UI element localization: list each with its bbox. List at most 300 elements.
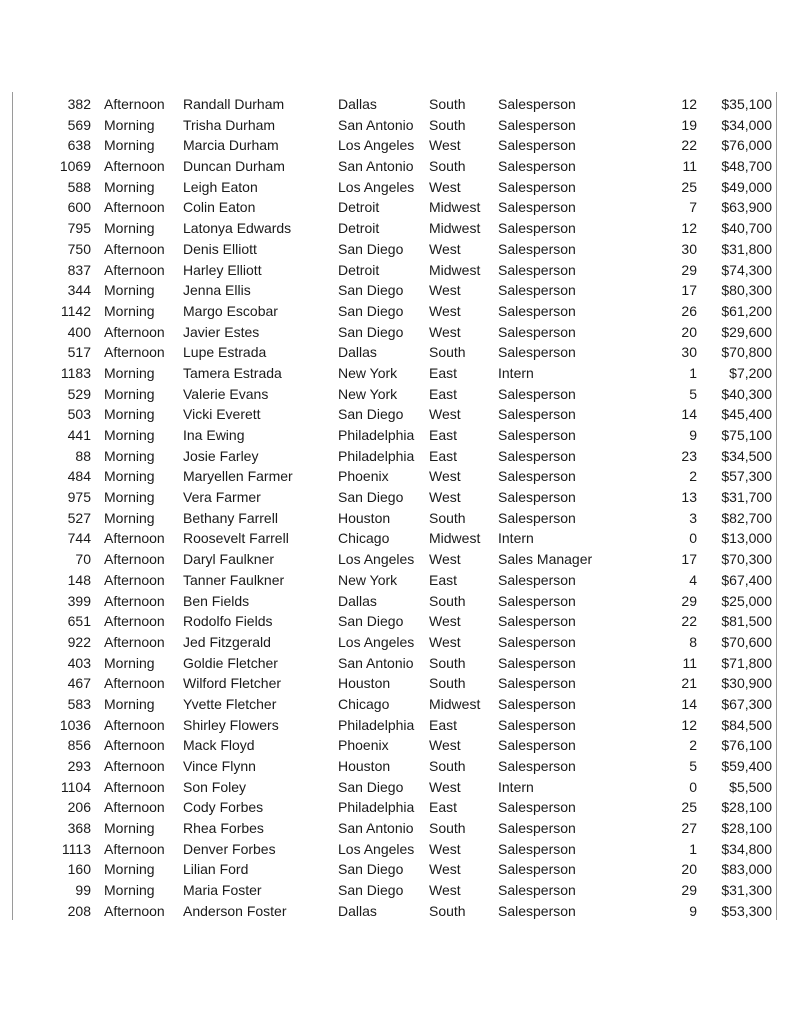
- table-row: [0, 115, 791, 136]
- salary-cell: $76,100: [721, 737, 772, 754]
- years-cell: 1: [689, 364, 697, 381]
- employee-id-cell: 517: [67, 344, 91, 361]
- years-cell: 22: [681, 613, 697, 630]
- shift-cell: Afternoon: [104, 592, 165, 609]
- role-cell: Salesperson: [498, 447, 576, 464]
- role-cell: Salesperson: [498, 137, 576, 154]
- city-cell: San Antonio: [338, 116, 414, 133]
- shift-cell: Morning: [104, 489, 155, 506]
- name-cell: Duncan Durham: [183, 158, 285, 175]
- role-cell: Salesperson: [498, 571, 576, 588]
- name-cell: Anderson Foster: [183, 902, 287, 919]
- shift-cell: Afternoon: [104, 758, 165, 774]
- years-cell: 3: [689, 509, 697, 526]
- role-cell: Salesperson: [498, 158, 576, 175]
- name-cell: Bethany Farrell: [183, 509, 278, 526]
- employee-id-cell: 503: [67, 406, 91, 423]
- employee-id-cell: 922: [67, 633, 91, 650]
- city-cell: Phoenix: [338, 737, 389, 754]
- shift-cell: Morning: [104, 695, 155, 712]
- shift-cell: Afternoon: [104, 240, 165, 257]
- city-cell: New York: [338, 364, 398, 381]
- employee-id-cell: 856: [67, 737, 91, 754]
- salary-cell: $84,500: [721, 716, 772, 733]
- region-cell: West: [429, 737, 461, 754]
- table-row: [0, 135, 791, 156]
- shift-cell: Morning: [104, 137, 155, 154]
- city-cell: Detroit: [338, 220, 380, 237]
- salary-cell: $67,400: [721, 571, 772, 588]
- city-cell: San Diego: [338, 302, 404, 319]
- role-cell: Salesperson: [498, 633, 576, 650]
- table-row: [0, 694, 791, 715]
- table-row: [0, 446, 791, 467]
- name-cell: Marcia Durham: [183, 137, 279, 154]
- shift-cell: Afternoon: [104, 716, 165, 733]
- name-cell: Lupe Estrada: [183, 344, 267, 361]
- shift-cell: Afternoon: [104, 96, 165, 112]
- table-row: [0, 425, 791, 446]
- table-row: [0, 549, 791, 570]
- employee-id-cell: 484: [67, 468, 91, 485]
- role-cell: Intern: [498, 778, 534, 795]
- employee-id-cell: 569: [67, 116, 91, 133]
- years-cell: 2: [689, 468, 697, 485]
- salary-cell: $75,100: [721, 427, 772, 443]
- role-cell: Salesperson: [498, 302, 576, 319]
- employee-id-cell: 527: [67, 509, 91, 526]
- salary-cell: $57,300: [721, 468, 772, 485]
- name-cell: Lilian Ford: [183, 861, 249, 878]
- shift-cell: Afternoon: [104, 675, 165, 692]
- years-cell: 12: [681, 96, 697, 112]
- table-row: [0, 487, 791, 508]
- name-cell: Trisha Durham: [183, 116, 276, 133]
- salary-cell: $34,500: [721, 447, 772, 464]
- table-row: [0, 301, 791, 322]
- employee-id-cell: 293: [67, 758, 91, 774]
- employee-id-cell: 583: [67, 695, 91, 712]
- role-cell: Salesperson: [498, 737, 576, 754]
- role-cell: Salesperson: [498, 799, 576, 816]
- name-cell: Goldie Fletcher: [183, 654, 278, 671]
- region-cell: East: [429, 716, 458, 733]
- region-cell: Midwest: [429, 199, 481, 216]
- table-row: [0, 156, 791, 177]
- table-row: [0, 342, 791, 363]
- years-cell: 29: [681, 882, 697, 899]
- name-cell: Ina Ewing: [183, 427, 245, 443]
- shift-cell: Morning: [104, 447, 155, 464]
- name-cell: Cody Forbes: [183, 799, 264, 816]
- salary-cell: $25,000: [721, 592, 772, 609]
- city-cell: Philadelphia: [338, 427, 415, 443]
- employee-id-cell: 368: [67, 820, 91, 837]
- role-cell: Salesperson: [498, 882, 576, 899]
- salary-cell: $48,700: [721, 158, 772, 175]
- role-cell: Salesperson: [498, 96, 576, 112]
- years-cell: 9: [689, 902, 697, 919]
- salary-cell: $28,100: [721, 799, 772, 816]
- region-cell: Midwest: [429, 261, 481, 278]
- employee-id-cell: 744: [67, 530, 91, 547]
- name-cell: Son Foley: [183, 778, 247, 795]
- role-cell: Salesperson: [498, 116, 576, 133]
- role-cell: Intern: [498, 530, 534, 547]
- city-cell: San Diego: [338, 882, 404, 899]
- role-cell: Salesperson: [498, 468, 576, 485]
- region-cell: West: [429, 840, 461, 857]
- salary-cell: $82,700: [721, 509, 772, 526]
- city-cell: Los Angeles: [338, 840, 415, 857]
- table-row: [0, 218, 791, 239]
- shift-cell: Afternoon: [104, 737, 165, 754]
- employee-id-cell: 382: [67, 96, 91, 112]
- employee-id-cell: 975: [67, 489, 91, 506]
- shift-cell: Afternoon: [104, 199, 165, 216]
- region-cell: South: [429, 592, 466, 609]
- region-cell: Midwest: [429, 695, 481, 712]
- role-cell: Salesperson: [498, 840, 576, 857]
- salary-cell: $45,400: [721, 406, 772, 423]
- shift-cell: Morning: [104, 820, 155, 837]
- role-cell: Salesperson: [498, 675, 576, 692]
- region-cell: West: [429, 778, 461, 795]
- table-row: [0, 756, 791, 777]
- region-cell: South: [429, 158, 466, 175]
- employee-id-cell: 344: [67, 282, 91, 299]
- name-cell: Latonya Edwards: [183, 220, 292, 237]
- shift-cell: Morning: [104, 509, 155, 526]
- city-cell: San Diego: [338, 778, 404, 795]
- employee-id-cell: 160: [67, 861, 91, 878]
- name-cell: Denis Elliott: [183, 240, 257, 257]
- region-cell: East: [429, 427, 458, 443]
- table-row: [0, 611, 791, 632]
- employee-id-cell: 750: [67, 240, 91, 257]
- employee-id-cell: 529: [67, 385, 91, 402]
- salary-cell: $80,300: [721, 282, 772, 299]
- employee-id-cell: 1036: [59, 716, 91, 733]
- years-cell: 17: [681, 551, 697, 568]
- years-cell: 26: [681, 302, 697, 319]
- name-cell: Vera Farmer: [183, 489, 261, 506]
- role-cell: Intern: [498, 364, 534, 381]
- region-cell: West: [429, 489, 461, 506]
- years-cell: 1: [689, 840, 697, 857]
- shift-cell: Morning: [104, 406, 155, 423]
- salary-cell: $30,900: [721, 675, 772, 692]
- region-cell: South: [429, 344, 466, 361]
- years-cell: 19: [681, 116, 697, 133]
- name-cell: Maryellen Farmer: [183, 468, 293, 485]
- city-cell: Detroit: [338, 199, 380, 216]
- years-cell: 2: [689, 737, 697, 754]
- employee-id-cell: 208: [67, 902, 91, 919]
- region-cell: East: [429, 385, 458, 402]
- region-cell: Midwest: [429, 220, 481, 237]
- region-cell: Midwest: [429, 530, 481, 547]
- region-cell: East: [429, 571, 458, 588]
- region-cell: West: [429, 406, 461, 423]
- role-cell: Salesperson: [498, 385, 576, 402]
- role-cell: Salesperson: [498, 758, 576, 774]
- role-cell: Salesperson: [498, 261, 576, 278]
- city-cell: San Diego: [338, 282, 404, 299]
- name-cell: Ben Fields: [183, 592, 250, 609]
- employee-id-cell: 588: [67, 178, 91, 195]
- years-cell: 14: [681, 695, 697, 712]
- name-cell: Vicki Everett: [183, 406, 261, 423]
- years-cell: 5: [689, 758, 697, 774]
- table-row: [0, 239, 791, 260]
- name-cell: Tamera Estrada: [183, 364, 282, 381]
- table-row: [0, 177, 791, 198]
- table-row: [0, 653, 791, 674]
- name-cell: Colin Eaton: [183, 199, 256, 216]
- city-cell: San Antonio: [338, 820, 414, 837]
- name-cell: Javier Estes: [183, 323, 260, 340]
- shift-cell: Afternoon: [104, 530, 165, 547]
- city-cell: Philadelphia: [338, 716, 415, 733]
- name-cell: Daryl Faulkner: [183, 551, 275, 568]
- years-cell: 12: [681, 220, 697, 237]
- years-cell: 20: [681, 861, 697, 878]
- city-cell: Houston: [338, 758, 391, 774]
- years-cell: 5: [689, 385, 697, 402]
- name-cell: Leigh Eaton: [183, 178, 258, 195]
- name-cell: Rodolfo Fields: [183, 613, 273, 630]
- name-cell: Tanner Faulkner: [183, 571, 285, 588]
- name-cell: Roosevelt Farrell: [183, 530, 289, 547]
- shift-cell: Afternoon: [104, 613, 165, 630]
- table-row: [0, 839, 791, 860]
- name-cell: Margo Escobar: [183, 302, 278, 319]
- shift-cell: Afternoon: [104, 323, 165, 340]
- shift-cell: Morning: [104, 468, 155, 485]
- employee-id-cell: 467: [67, 675, 91, 692]
- table-row: [0, 94, 791, 115]
- city-cell: New York: [338, 571, 398, 588]
- salary-cell: $71,800: [721, 654, 772, 671]
- shift-cell: Morning: [104, 882, 155, 899]
- table-row: [0, 404, 791, 425]
- salary-cell: $76,000: [721, 137, 772, 154]
- city-cell: Houston: [338, 675, 391, 692]
- salary-cell: $40,700: [721, 220, 772, 237]
- employee-id-cell: 795: [67, 220, 91, 237]
- years-cell: 0: [689, 778, 697, 795]
- shift-cell: Afternoon: [104, 344, 165, 361]
- name-cell: Randall Durham: [183, 96, 285, 112]
- shift-cell: Afternoon: [104, 778, 165, 795]
- years-cell: 21: [681, 675, 697, 692]
- employee-id-cell: 638: [67, 137, 91, 154]
- salary-cell: $81,500: [721, 613, 772, 630]
- years-cell: 29: [681, 261, 697, 278]
- name-cell: Harley Elliott: [183, 261, 262, 278]
- years-cell: 23: [681, 447, 697, 464]
- shift-cell: Morning: [104, 220, 155, 237]
- role-cell: Salesperson: [498, 592, 576, 609]
- shift-cell: Afternoon: [104, 571, 165, 588]
- table-row: [0, 818, 791, 839]
- city-cell: Detroit: [338, 261, 380, 278]
- role-cell: Salesperson: [498, 861, 576, 878]
- years-cell: 4: [689, 571, 697, 588]
- name-cell: Shirley Flowers: [183, 716, 279, 733]
- role-cell: Salesperson: [498, 654, 576, 671]
- name-cell: Wilford Fletcher: [183, 675, 282, 692]
- region-cell: South: [429, 820, 466, 837]
- salary-cell: $13,000: [721, 530, 772, 547]
- employee-id-cell: 403: [67, 654, 91, 671]
- table-row: [0, 384, 791, 405]
- city-cell: Chicago: [338, 695, 390, 712]
- city-cell: Phoenix: [338, 468, 389, 485]
- shift-cell: Morning: [104, 654, 155, 671]
- years-cell: 11: [682, 158, 697, 175]
- role-cell: Salesperson: [498, 902, 576, 919]
- shift-cell: Afternoon: [104, 799, 165, 816]
- salary-cell: $83,000: [721, 861, 772, 878]
- city-cell: Dallas: [338, 344, 377, 361]
- table-row: [0, 570, 791, 591]
- employee-id-cell: 1104: [60, 778, 91, 795]
- table-row: [0, 508, 791, 529]
- role-cell: Salesperson: [498, 427, 576, 443]
- salary-cell: $29,600: [721, 323, 772, 340]
- salary-cell: $31,700: [721, 489, 772, 506]
- city-cell: Los Angeles: [338, 178, 415, 195]
- shift-cell: Afternoon: [104, 902, 165, 919]
- table-row: [0, 797, 791, 818]
- employee-id-cell: 1183: [60, 364, 91, 381]
- years-cell: 0: [689, 530, 697, 547]
- table-row: [0, 632, 791, 653]
- salary-cell: $70,800: [721, 344, 772, 361]
- name-cell: Jenna Ellis: [183, 282, 251, 299]
- years-cell: 25: [681, 178, 697, 195]
- years-cell: 30: [681, 344, 697, 361]
- salary-cell: $49,000: [721, 178, 772, 195]
- employee-id-cell: 441: [67, 427, 91, 443]
- city-cell: Chicago: [338, 530, 390, 547]
- table-row: [0, 735, 791, 756]
- name-cell: Maria Foster: [183, 882, 262, 899]
- city-cell: Los Angeles: [338, 137, 415, 154]
- city-cell: San Diego: [338, 489, 404, 506]
- table-row: [0, 197, 791, 218]
- name-cell: Josie Farley: [183, 447, 259, 464]
- employee-id-cell: 837: [67, 261, 91, 278]
- salary-cell: $59,400: [721, 758, 772, 774]
- employee-id-cell: 600: [67, 199, 91, 216]
- role-cell: Salesperson: [498, 406, 576, 423]
- table-row: [0, 715, 791, 736]
- region-cell: West: [429, 861, 461, 878]
- role-cell: Salesperson: [498, 323, 576, 340]
- region-cell: East: [429, 447, 458, 464]
- salary-cell: $34,000: [721, 116, 772, 133]
- role-cell: Salesperson: [498, 178, 576, 195]
- region-cell: South: [429, 758, 466, 774]
- shift-cell: Afternoon: [104, 551, 165, 568]
- role-cell: Sales Manager: [498, 551, 593, 568]
- table-row: [0, 466, 791, 487]
- employee-id-cell: 206: [67, 799, 91, 816]
- name-cell: Denver Forbes: [183, 840, 276, 857]
- table-row: [0, 880, 791, 901]
- salary-cell: $70,600: [721, 633, 772, 650]
- role-cell: Salesperson: [498, 716, 576, 733]
- table-row: [0, 591, 791, 612]
- city-cell: Los Angeles: [338, 633, 415, 650]
- role-cell: Salesperson: [498, 199, 576, 216]
- city-cell: Philadelphia: [338, 799, 415, 816]
- shift-cell: Morning: [104, 385, 155, 402]
- employee-id-cell: 399: [67, 592, 91, 609]
- role-cell: Salesperson: [498, 282, 576, 299]
- table-row: [0, 901, 791, 922]
- salary-cell: $28,100: [721, 820, 772, 837]
- region-cell: West: [429, 282, 461, 299]
- city-cell: San Antonio: [338, 158, 414, 175]
- city-cell: San Antonio: [338, 654, 414, 671]
- salary-cell: $70,300: [721, 551, 772, 568]
- region-cell: East: [429, 364, 458, 381]
- employee-id-cell: 651: [67, 613, 91, 630]
- table-row: [0, 673, 791, 694]
- shift-cell: Afternoon: [104, 633, 165, 650]
- shift-cell: Morning: [104, 282, 155, 299]
- name-cell: Yvette Fletcher: [183, 695, 277, 712]
- years-cell: 17: [681, 282, 697, 299]
- table-row: [0, 528, 791, 549]
- salary-cell: $31,800: [721, 240, 772, 257]
- table-row: [0, 322, 791, 343]
- region-cell: West: [429, 323, 461, 340]
- region-cell: West: [429, 468, 461, 485]
- salary-cell: $7,200: [729, 364, 772, 381]
- role-cell: Salesperson: [498, 240, 576, 257]
- region-cell: South: [429, 509, 466, 526]
- shift-cell: Morning: [104, 178, 155, 195]
- role-cell: Salesperson: [498, 220, 576, 237]
- region-cell: West: [429, 633, 461, 650]
- role-cell: Salesperson: [498, 613, 576, 630]
- shift-cell: Morning: [104, 116, 155, 133]
- years-cell: 30: [681, 240, 697, 257]
- name-cell: Rhea Forbes: [183, 820, 264, 837]
- years-cell: 8: [689, 633, 697, 650]
- years-cell: 14: [681, 406, 697, 423]
- region-cell: West: [429, 882, 461, 899]
- shift-cell: Afternoon: [104, 840, 165, 857]
- employee-id-cell: 1113: [61, 840, 91, 857]
- city-cell: San Diego: [338, 240, 404, 257]
- region-cell: South: [429, 675, 466, 692]
- role-cell: Salesperson: [498, 509, 576, 526]
- years-cell: 22: [681, 137, 697, 154]
- table-row: [0, 363, 791, 384]
- salary-cell: $5,500: [729, 778, 772, 795]
- role-cell: Salesperson: [498, 344, 576, 361]
- name-cell: Jed Fitzgerald: [183, 633, 271, 650]
- salary-cell: $35,100: [721, 96, 772, 112]
- region-cell: East: [429, 799, 458, 816]
- shift-cell: Morning: [104, 302, 155, 319]
